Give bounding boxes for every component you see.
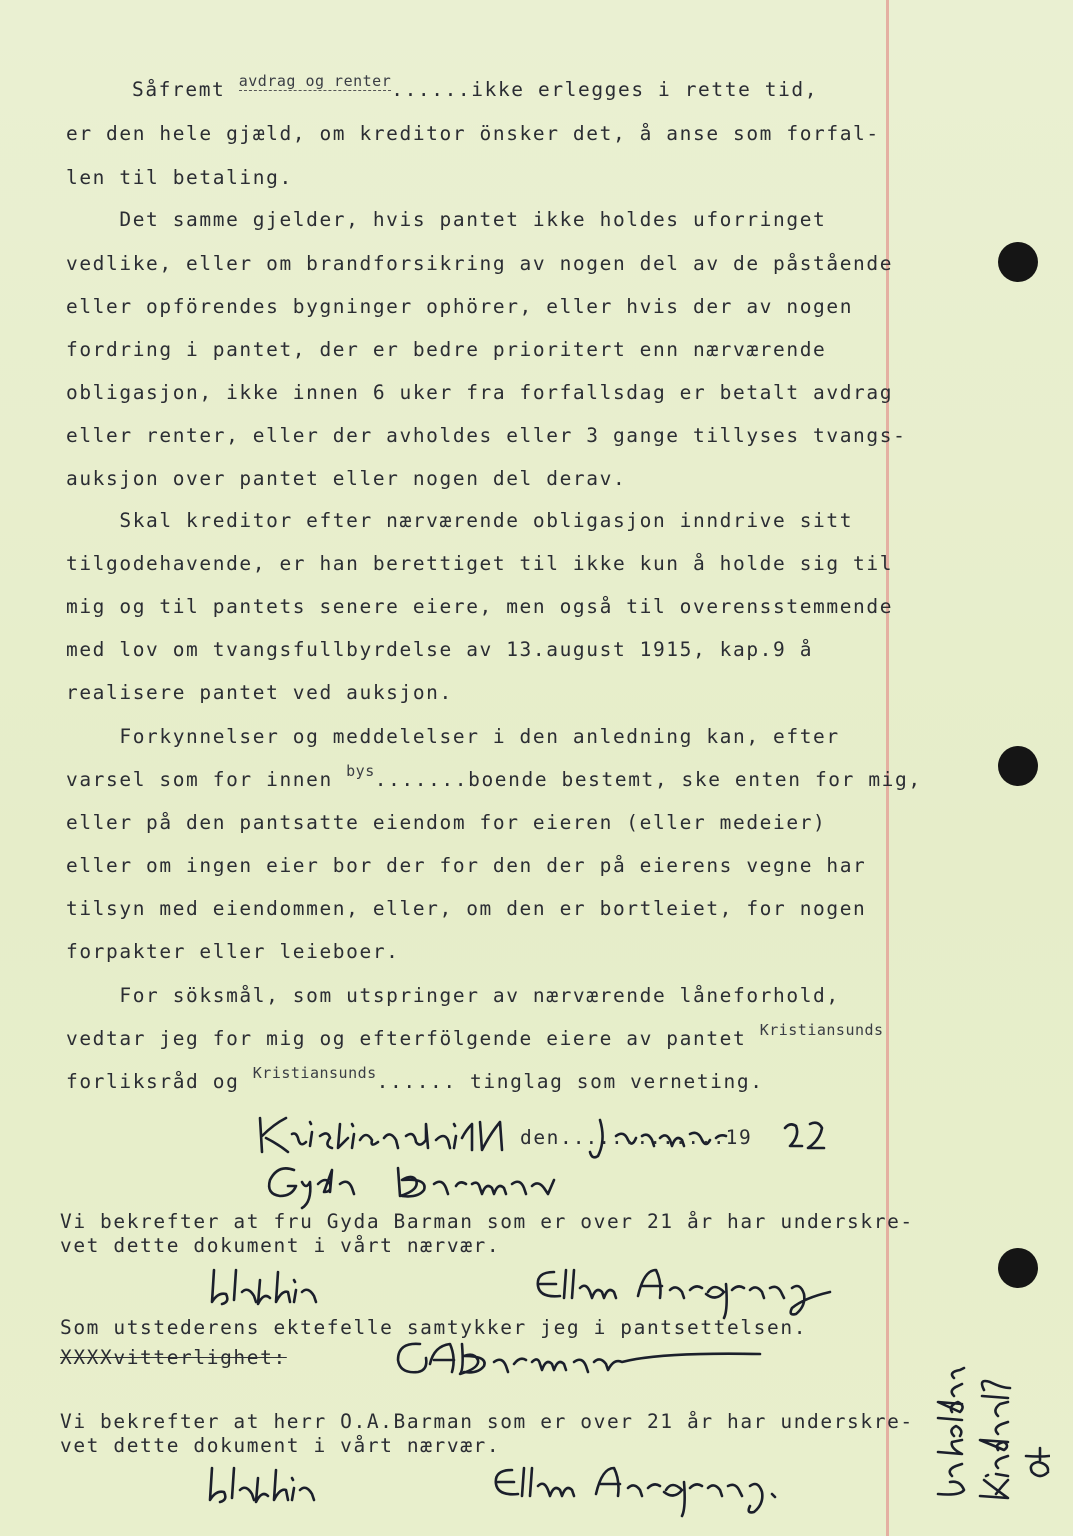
text-line: eller renter, eller der avholdes eller 3 gange tillyses tvangs- [66,424,907,447]
text-line: tilgodehavende, er han berettiget til ikke kun å holde sig til [66,552,894,575]
text-line: varsel som for innen $^{bys}$.......boende bestemt, ske enten for mig, [66,762,922,791]
text-line: med lov om tvangsfullbyrdelse av 13.august 1915, kap.9 å [66,638,814,661]
text-line: vedtar jeg for mig og efterfölgende eiere av pantet $^{Kristiansunds}$ [66,1021,884,1050]
text-line: vet dette dokument i vårt nærvær. [60,1234,501,1257]
text-line: forliksråd og $^{Kristiansunds}$...... tinglag som verneting. [66,1064,764,1093]
text-line: Vi bekrefter at fru Gyda Barman som er over 21 år har underskre- [60,1210,914,1233]
text-line: fordring i pantet, der er bedre prioritert enn nærværende [66,338,827,361]
witness-signature-right-2 [488,1460,818,1524]
text-line: For söksmål, som utspringer av nærværende låneforhold, [66,984,840,1007]
text-line: Vi bekrefter at herr O.A.Barman som er over 21 år har underskre- [60,1410,914,1433]
text-line: eller om ingen eier bor der for den der på eierens vegne har [66,854,867,877]
filled-field: bys [346,762,375,780]
text-line: er den hele gjæld, om kreditor önsker det, å anse som forfal- [66,122,880,145]
punch-hole [998,242,1038,282]
text-line: vedlike, eller om brandforsikring av nogen del av de påstående [66,252,894,275]
date-line-label: den.............19 [520,1126,753,1149]
text-line: Forkynnelser og meddelelser i den anledning kan, efter [66,725,840,748]
text-line: Skal kreditor efter nærværende obligasjon inndrive sitt [66,509,854,532]
struck-text-line: XXXXvitterlighet: [60,1346,287,1369]
witness-signature-right [530,1262,850,1322]
text-line: mig og til pantets senere eiere, men også til overensstemmende [66,595,894,618]
signature-oa-barman [390,1334,780,1390]
text-line: len til betaling. [66,166,293,189]
punch-hole [998,746,1038,786]
text-line: vet dette dokument i vårt nærvær. [60,1434,501,1457]
text-line: auksjon over pantet eller nogen del derav. [66,467,627,490]
text-line: obligasjon, ikke innen 6 uker fra forfallsdag er betalt avdrag [66,381,894,404]
text-line: eller opförendes bygninger ophörer, eller hvis der av nogen [66,295,854,318]
filled-field: Kristiansunds [252,1064,377,1082]
witness-signature-left [200,1262,340,1310]
text-line: Som utstederens ektefelle samtykker jeg i pantsettelsen. [60,1316,808,1339]
filled-field: avdrag og renter [238,72,392,90]
text-line: tilsyn med eiendommen, eller, om den er bortleiet, for nogen [66,897,867,920]
text-line: Det samme gjelder, hvis pantet ikke holdes uforringet [66,208,827,231]
text-line: eller på den pantsatte eiendom for eieren (eller medeier) [66,811,827,834]
filled-field: Kristiansunds [759,1021,884,1039]
text-line: forpakter eller leieboer. [66,940,400,963]
signature-gyda-barman [258,1158,718,1214]
text-line: realisere pantet ved auksjon. [66,681,453,704]
text-line: Såfremt $^{avdrag og renter}$......ikke erlegges i rette tid, [132,72,819,101]
margin-handwritten-note [900,1260,1050,1510]
witness-signature-left-2 [198,1460,338,1508]
